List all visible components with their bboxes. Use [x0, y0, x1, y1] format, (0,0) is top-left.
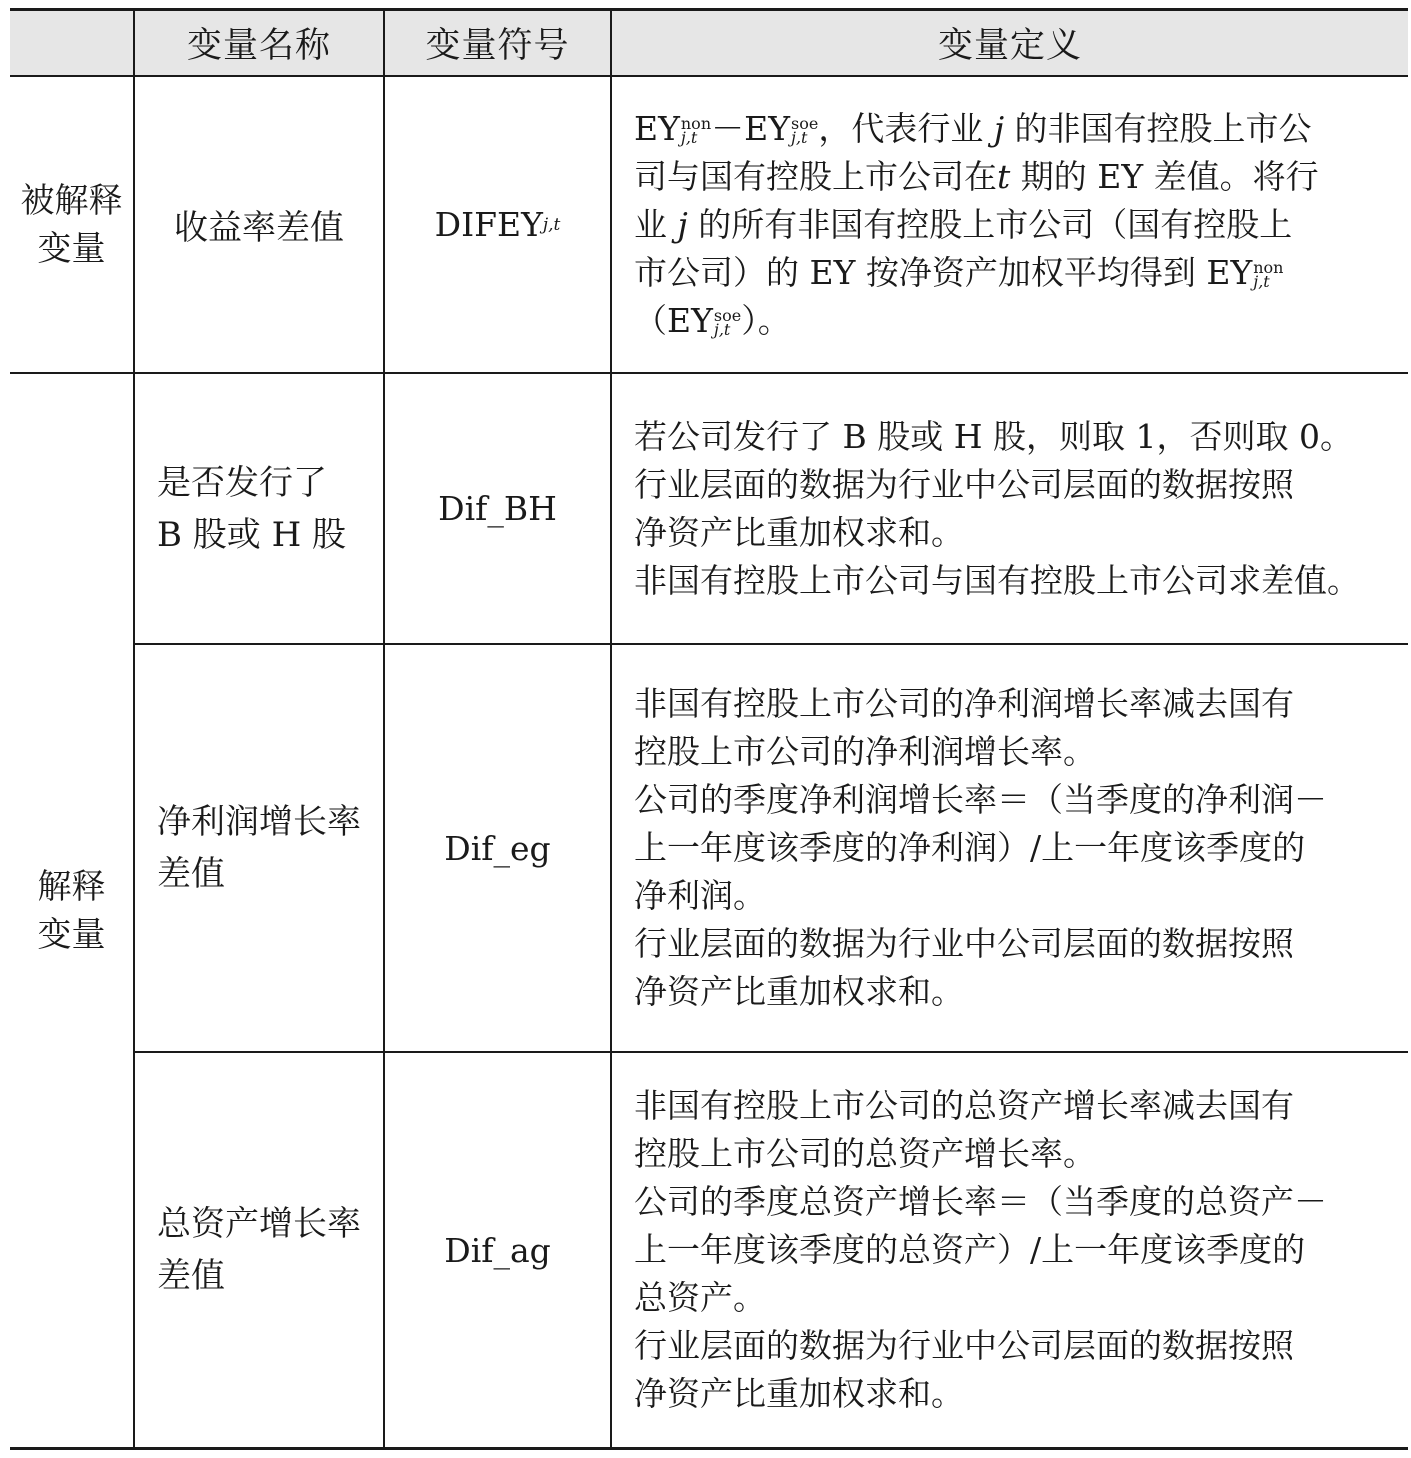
row-symbol-dif-ag: Dif_ag: [444, 1230, 551, 1270]
row-symbol-dif-eg: Dif_eg: [444, 828, 551, 868]
header-variable-name: 变量名称: [186, 26, 331, 66]
row-symbol-difey: DIFEY j,t: [434, 205, 561, 244]
row-definition-issued-bh: 若公司发行了 B 股或 H 股，则取 1，否则取 0。 行业层面的数据为行业中公司层面的数据按照 净资产比重加权求和。 非国有控股上市公司与国有控股上市公司求差值。: [634, 416, 1360, 600]
row-name-asset-growth-diff: 总资产增长率 差值: [157, 1204, 361, 1296]
header-variable-definition: 变量定义: [937, 26, 1082, 66]
row-definition-asset-growth-diff: 非国有控股上市公司的总资产增长率减去国有 控股上市公司的总资产增长率。 公司的季度总资产增长率＝（当季度的总资产－ 上一年度该季度的总资产）/上一年度该季度的 总资产。 行业层面的数据为行业中公司层面的数据按照 净资产比重加权求和。: [634, 1086, 1327, 1413]
row-name-issued-bh: 是否发行了 B 股或 H 股: [157, 462, 347, 555]
row-definition-earnings-growth-diff: 非国有控股上市公司的净利润增长率减去国有 控股上市公司的净利润增长率。 公司的季度净利润增长率＝（当季度的净利润－ 上一年度该季度的净利润）/上一年度该季度的 净利润。 行业层面的数据为行业中公司层面的数据按照 净资产比重加权求和。: [634, 684, 1327, 1011]
header-variable-symbol: 变量符号: [425, 26, 570, 66]
bottom-rule: [10, 1447, 1408, 1450]
category-explanatory: 解释 变量: [37, 866, 106, 955]
row-name-return-diff: 收益率差值: [174, 208, 344, 248]
row-name-earnings-growth-diff: 净利润增长率 差值: [157, 802, 361, 894]
row-symbol-dif-bh: Dif_BH: [438, 489, 557, 528]
row-definition-return-diff: EY non j,t －EY soe j,t ，代表行业 j 的非国有控股上市公 司与国有控股上市公司在t 期的 EY 差值。将行 业 j 的所有非国有控股上市公司（国有控股上 市公司）的 EY 按净资产加权平均得到 EY non j,t （EY soe j,t ）。: [634, 108, 1319, 340]
category-dependent: 被解释 变量: [20, 180, 123, 269]
